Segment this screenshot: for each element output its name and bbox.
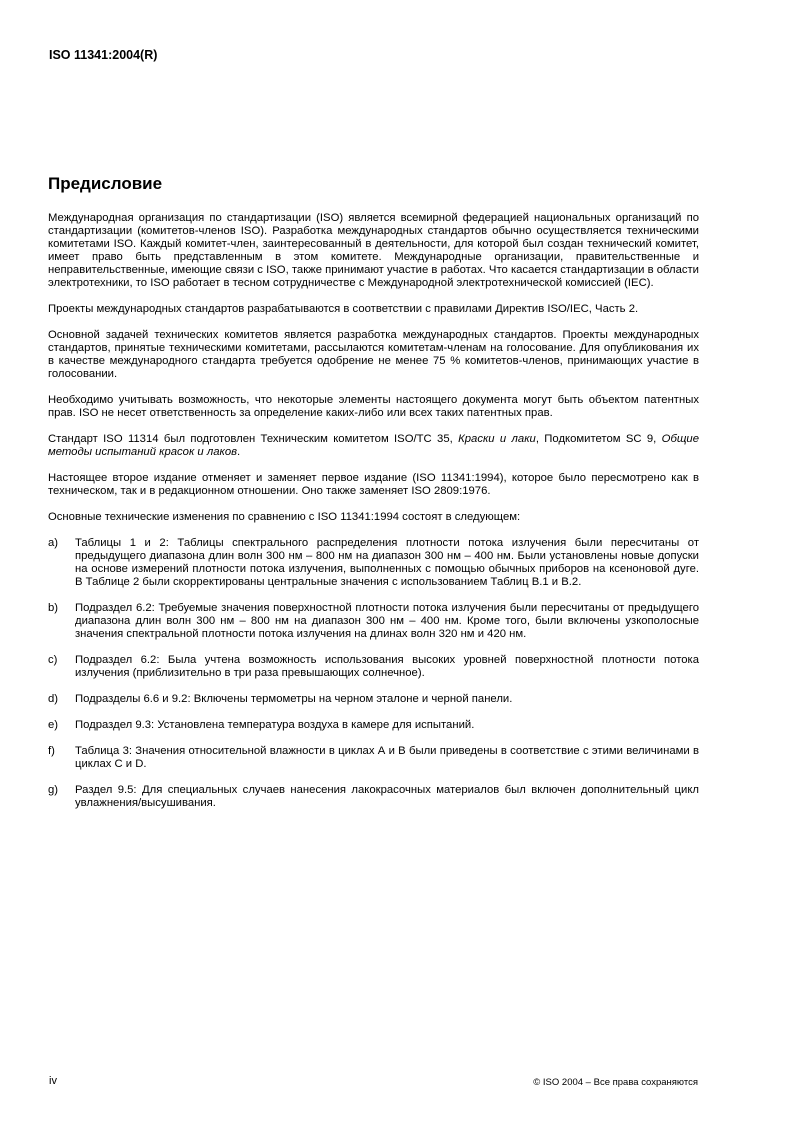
page-title: Предисловие bbox=[48, 174, 163, 193]
list-item-text: Подраздел 6.2: Требуемые значения поверхностной плотности потока излучения были пересчитаны от предыдущего диапазона длин волн 300 нм – 800 нм на диапазон 300 нм – 400 нм. Кроме того, были включены узкополосные значения спектральной плотности потока излучения на длинах волн 320 нм и 420 нм. bbox=[75, 602, 699, 640]
paragraph-changes-intro: Основные технические изменения по сравнению с ISO 11341:1994 состоят в следующем: bbox=[48, 511, 521, 523]
list-item-marker: g) bbox=[48, 784, 59, 796]
committee-name: Краски и лаки bbox=[458, 433, 536, 445]
list-item-marker: f) bbox=[48, 745, 55, 757]
list-item bbox=[48, 654, 699, 680]
subcommittee-name: Общие методы испытаний красок и лаков bbox=[48, 433, 699, 458]
list-item bbox=[48, 745, 699, 771]
paragraph-patent-rights: Необходимо учитывать возможность, что некоторые элементы настоящего документа могут быть объектом патентных прав. ISO не несет ответственность за определение каких-либо или всех таких патентных прав. bbox=[48, 394, 699, 419]
prepared-by-text-3: . bbox=[237, 446, 241, 458]
paragraph-prepared-by bbox=[48, 433, 699, 459]
changes-list bbox=[48, 537, 699, 810]
paragraph-edition: Настоящее второе издание отменяет и заменяет первое издание (ISO 11341:1994), которое было пересмотрено как в техническом, так и в редакционном отношении. Оно также заменяет ISO 2809:1976. bbox=[48, 472, 699, 497]
copyright-notice: © ISO 2004 – Все права сохраняются bbox=[533, 1077, 698, 1088]
list-item-marker: b) bbox=[48, 602, 59, 614]
paragraph-iso-organization: Международная организация по стандартизации (ISO) является всемирной федерацией национальных организаций по стандартизации (комитетов-членов ISO). Разработка международных стандартов обычно осуществляется техническими комитетами ISO. Каждый комитет-член, заинтересованный в деятельности, для которой был создан технический комитет, имеет право быть представленным в этом комитете. Международные организации, правительственные и неправительственные, имеющие связи с ISO, также принимают участие в работах. Что касается стандартизации в области электротехники, то ISO работает в тесном сотрудничестве с Международной электротехнической комиссией (IEC). bbox=[48, 212, 699, 289]
list-item-text: Таблица 3: Значения относительной влажности в циклах А и В были приведены в соответствие с этими величинами в циклах С и D. bbox=[75, 745, 699, 770]
list-item-marker: e) bbox=[48, 719, 59, 731]
list-item-text: Подраздел 6.2: Была учтена возможность использования высоких уровней поверхностной плотности потока излучения (приблизительно в три раза превышающих солнечное). bbox=[75, 654, 699, 679]
list-item bbox=[48, 693, 699, 706]
list-item-marker: d) bbox=[48, 693, 59, 705]
prepared-by-text-2: , Подкомитетом SC 9, bbox=[535, 433, 662, 445]
foreword-body bbox=[48, 212, 699, 823]
page-number: iv bbox=[49, 1075, 57, 1087]
list-item-text: Таблицы 1 и 2: Таблицы спектрального распределения плотности потока излучения были пересчитаны от предыдущего диапазона длин волн 300 нм – 800 нм на диапазон 300 нм – 400 нм. Были установлены новые допуски на основе измерений плотности потока излучения, выполненных с помощью обычных приборов на ксеноновой дуге. В Таблице 2 были скорректированы центральные значения с использованием Таблиц B.1 и B.2. bbox=[75, 537, 699, 588]
list-item-marker: c) bbox=[48, 654, 58, 666]
list-item-text: Подразделы 6.6 и 9.2: Включены термометры на черном эталоне и черной панели. bbox=[75, 693, 513, 705]
paragraph-directives: Проекты международных стандартов разрабатываются в соответствии с правилами Директив ISO/IEC, Часть 2. bbox=[48, 303, 639, 315]
document-header: ISO 11341:2004(R) bbox=[49, 48, 158, 62]
list-item bbox=[48, 784, 699, 810]
list-item-marker: a) bbox=[48, 537, 59, 549]
prepared-by-text-1: Стандарт ISO 11314 был подготовлен Техническим комитетом ISO/TC 35, bbox=[48, 433, 459, 445]
list-item bbox=[48, 719, 699, 732]
paragraph-technical-committees: Основной задачей технических комитетов является разработка международных стандартов. Проекты международных стандартов, принятые техническими комитетами, рассылаются комитетам-членам на голосование. Для опубликования их в качестве международного стандарта требуется одобрение не менее 75 % комитетов-членов, принимающих участие в голосовании. bbox=[48, 329, 699, 380]
list-item bbox=[48, 537, 699, 589]
list-item-text: Раздел 9.5: Для специальных случаев нанесения лакокрасочных материалов был включен дополнительный цикл увлажнения/высушивания. bbox=[75, 784, 699, 809]
list-item-text: Подраздел 9.3: Установлена температура воздуха в камере для испытаний. bbox=[75, 719, 475, 731]
list-item bbox=[48, 602, 699, 641]
